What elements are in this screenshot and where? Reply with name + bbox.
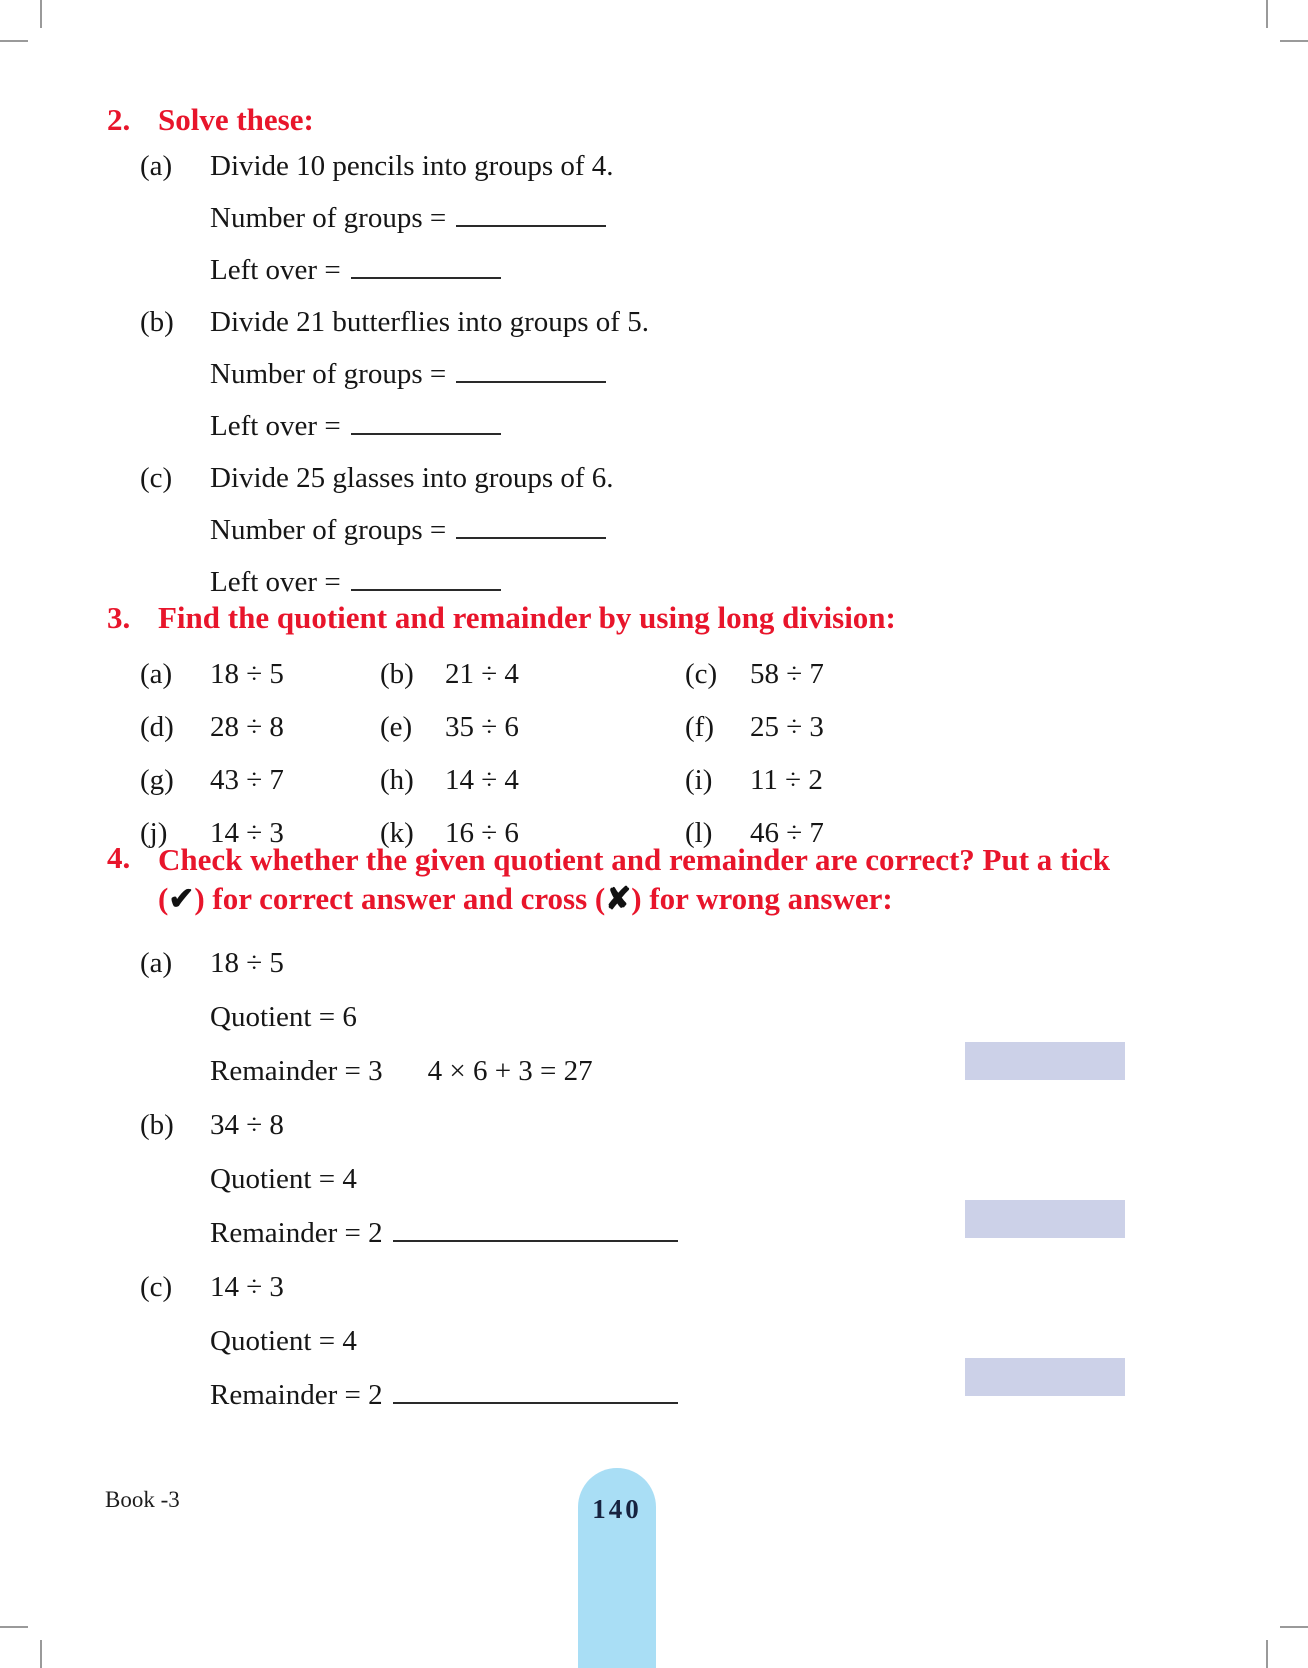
answer-blank: [393, 1211, 678, 1242]
q3-exercise-grid: [107, 648, 1248, 860]
answer-blank: [456, 352, 606, 383]
q3-item-expr: 16 ÷ 6: [445, 817, 519, 849]
q3-item-expr: 25 ÷ 3: [750, 711, 824, 743]
q3-item-expr: 14 ÷ 3: [210, 817, 284, 849]
q2-item-b-label: (b): [140, 306, 174, 338]
q2-item-a: [107, 140, 1248, 192]
answer-blank: [393, 1373, 678, 1404]
page-number: 140: [592, 1494, 642, 1524]
q3-item-expr: 14 ÷ 4: [445, 764, 519, 796]
groups-label: Number of groups =: [210, 514, 447, 546]
q4-item-a-quotient: Quotient = 6: [210, 1001, 357, 1033]
q4-item-b: [107, 1098, 1248, 1152]
q2-item-c-groups-line: [107, 504, 1248, 556]
q4-item-c-remainder: Remainder = 2: [107, 1368, 1248, 1422]
answer-blank: [456, 196, 606, 227]
q4-item-b-label: (b): [140, 1109, 174, 1141]
q3-item-expr: 18 ÷ 5: [210, 658, 284, 690]
q2-item-a-text: Divide 10 pencils into groups of 4.: [210, 150, 614, 182]
q4-item-a-label: (a): [140, 947, 173, 979]
q3-item-label: (f): [685, 711, 714, 743]
q4-item-a: [107, 936, 1248, 990]
q2-item-a-label: (a): [140, 150, 173, 182]
q4-item-c-label: (c): [140, 1271, 173, 1303]
q3-item-label: (i): [685, 764, 713, 796]
q3-item-expr: 43 ÷ 7: [210, 764, 284, 796]
q3-item-expr: 46 ÷ 7: [750, 817, 824, 849]
answer-blank: [351, 560, 501, 591]
answer-blank: [456, 508, 606, 539]
q3-item-label: (a): [140, 658, 173, 690]
leftover-label: Left over =: [210, 410, 341, 442]
q3-item-expr: 35 ÷ 6: [445, 711, 519, 743]
groups-label: Number of groups =: [210, 202, 447, 234]
crop-mark-top-left-v: [40, 0, 42, 28]
answer-blank: [351, 404, 501, 435]
q2-item-c-text: Divide 25 glasses into groups of 6.: [210, 462, 614, 494]
question-4-number: 4.: [107, 840, 131, 875]
page-number-tab: [578, 1468, 656, 1668]
q3-item-expr: 21 ÷ 4: [445, 658, 519, 690]
q4-item-c-expr: 14 ÷ 3: [210, 1271, 284, 1303]
crop-mark-bottom-left-v: [40, 1640, 42, 1668]
q2-item-b-leftover-line: [107, 400, 1248, 452]
crop-mark-bottom-left-h: [0, 1626, 28, 1628]
q4-item-c: [107, 1260, 1248, 1314]
question-3-heading: [107, 598, 1248, 638]
q4-item-c-answer-box[interactable]: [965, 1358, 1125, 1396]
question-2-number: 2.: [107, 102, 131, 137]
q3-item-label: (e): [380, 711, 413, 743]
q3-item-label: (j): [140, 817, 168, 849]
q2-item-a-groups-line: [107, 192, 1248, 244]
q2-item-a-leftover-line: [107, 244, 1248, 296]
leftover-label: Left over =: [210, 566, 341, 598]
q4-item-b-quotient: Quotient = 4: [210, 1163, 357, 1195]
q4-item-a-expr: 18 ÷ 5: [210, 947, 284, 979]
question-4-heading: [107, 840, 1248, 918]
question-2-title: Solve these:: [158, 102, 314, 137]
question-4-title: Check whether the given quotient and remainder are correct? Put a tick (✔) for correct answer and cross (✘) for wrong answer:: [158, 842, 1110, 916]
crop-mark-top-right-h: [1280, 40, 1308, 42]
q4-item-a-answer-box[interactable]: [965, 1042, 1125, 1080]
q4-item-b-expr: 34 ÷ 8: [210, 1109, 284, 1141]
crop-mark-top-right-v: [1266, 0, 1268, 28]
q4-item-b-answer-box[interactable]: [965, 1200, 1125, 1238]
question-4: [107, 840, 1248, 1422]
tick-icon: ✔: [168, 881, 195, 916]
q4-items: [107, 936, 1248, 1422]
q3-item-label: (b): [380, 658, 414, 690]
groups-label: Number of groups =: [210, 358, 447, 390]
q4-item-c-quotient: Quotient = 4: [210, 1325, 357, 1357]
q3-item-label: (d): [140, 711, 174, 743]
q3-item-label: (c): [685, 658, 718, 690]
crop-mark-bottom-right-v: [1266, 1640, 1268, 1668]
q2-item-c-label: (c): [140, 462, 173, 494]
question-2-heading: [107, 100, 1248, 140]
q3-item-label: (k): [380, 817, 414, 849]
q3-item-expr: 11 ÷ 2: [750, 764, 823, 796]
answer-blank: [351, 248, 501, 279]
cross-icon: ✘: [605, 881, 632, 916]
q2-item-b: [107, 296, 1248, 348]
crop-mark-top-left-h: [0, 40, 28, 42]
q4-title-line1: Check whether the given quotient and remainder are correct? Put a tick: [158, 842, 1110, 877]
q3-item-expr: 58 ÷ 7: [750, 658, 824, 690]
question-2: [107, 100, 1248, 608]
q3-item-label: (g): [140, 764, 174, 796]
book-label: Book -3: [105, 1487, 180, 1512]
q2-item-c: [107, 452, 1248, 504]
q4-item-a-remainder: Remainder = 3 4 × 6 + 3 = 27: [210, 1055, 593, 1087]
question-3: [107, 598, 1248, 860]
q2-item-b-text: Divide 21 butterflies into groups of 5.: [210, 306, 649, 338]
q4-item-b-remainder: Remainder = 2: [107, 1206, 1248, 1260]
q4-item-a-check-expr: 4 × 6 + 3 = 27: [427, 1055, 593, 1087]
q2-item-b-groups-line: [107, 348, 1248, 400]
q3-item-expr: 28 ÷ 8: [210, 711, 284, 743]
question-3-number: 3.: [107, 600, 131, 635]
question-3-title: Find the quotient and remainder by using long division:: [158, 600, 896, 635]
q3-item-label: (l): [685, 817, 713, 849]
crop-mark-bottom-right-h: [1280, 1626, 1308, 1628]
leftover-label: Left over =: [210, 254, 341, 286]
q3-item-label: (h): [380, 764, 414, 796]
